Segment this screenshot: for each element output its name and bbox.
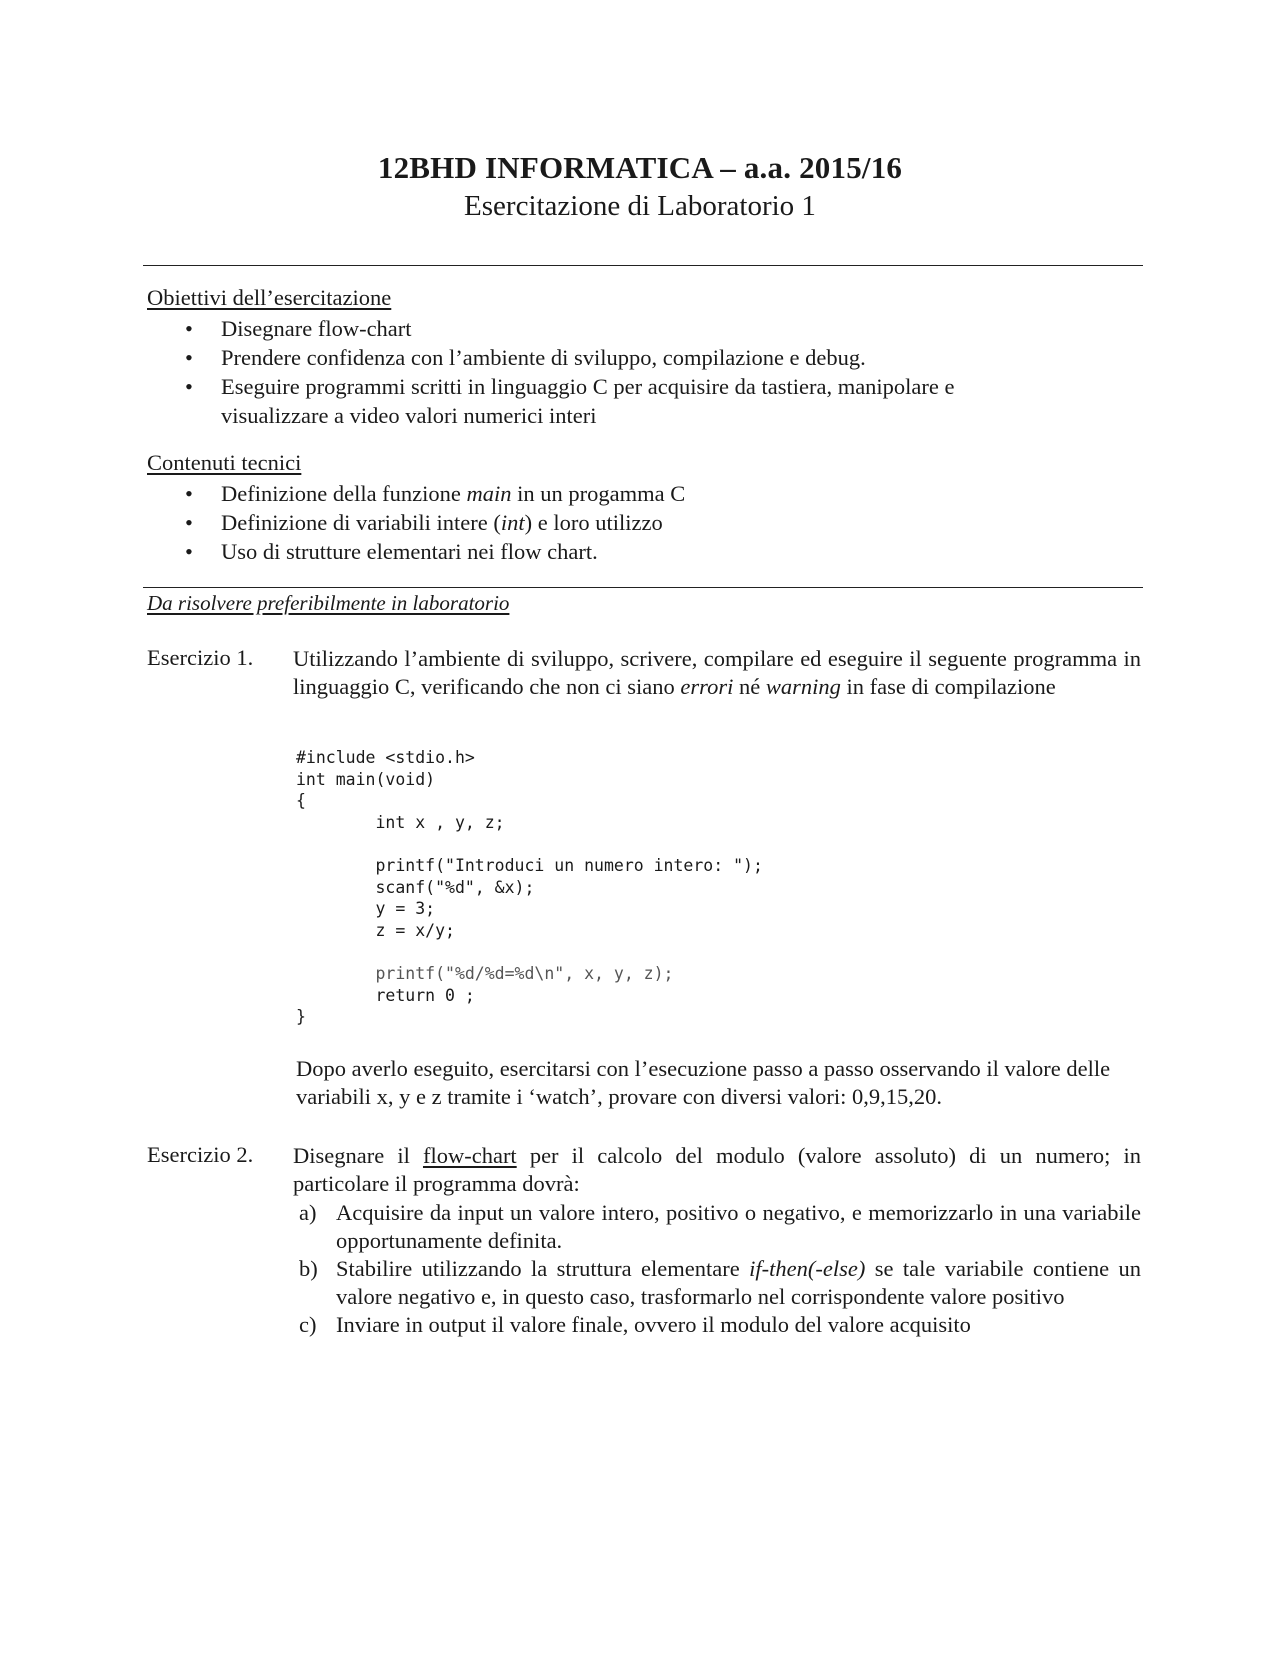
list-item: • Uso di strutture elementari nei flow chart. — [185, 539, 598, 564]
bullet-icon: • — [185, 374, 193, 399]
exercise1-followup: Dopo averlo eseguito, esercitarsi con l’esecuzione passo a passo osservando il valore delle variabili x, y e z tramite i ‘watch’, provare con diversi valori: 0,9,15,20. — [296, 1056, 1111, 1109]
code-line: y = 3; — [296, 899, 436, 919]
list-item: c) Inviare in output il valore finale, ovvero il modulo del valore acquisito — [299, 1312, 971, 1337]
list-item: a) Acquisire da input un valore intero, positivo o negativo, e memorizzarlo in una variabile opportunamente definita. — [299, 1200, 1141, 1253]
bullet-icon: • — [185, 510, 193, 535]
exercise2-steps — [293, 1199, 1141, 1339]
list-item: • Definizione di variabili intere (int) e loro utilizzo — [185, 510, 663, 535]
code-line: printf("%d/%d=%d\n", x, y, z); — [296, 963, 674, 983]
list-item: • Definizione della funzione main in un progamma C — [185, 481, 686, 506]
objectives-list — [147, 314, 1047, 430]
top-divider — [143, 265, 1143, 266]
code-line: int main(void) — [296, 769, 436, 789]
code-line: scanf("%d", &x); — [296, 877, 535, 897]
code-line: int x , y, z; — [296, 812, 505, 832]
contents-heading: Contenuti tecnici — [147, 450, 302, 475]
contents-list — [147, 479, 1047, 566]
exercise1-text: Utilizzando l’ambiente di sviluppo, scrivere, compilare ed eseguire il seguente programma in linguaggio C, verificando che non ci siano errori né warning in fase di compilazione — [293, 646, 1141, 699]
list-item: • Eseguire programmi scritti in linguaggio C per acquisire da tastiera, manipolare e visualizzare a video valori numerici interi — [185, 374, 955, 428]
bullet-icon: • — [185, 345, 193, 370]
list-item: • Prendere confidenza con l’ambiente di sviluppo, compilazione e debug. — [185, 345, 866, 370]
code-block — [296, 747, 763, 1028]
code-line: return 0 ; — [296, 985, 475, 1005]
list-item: b) Stabilire utilizzando la struttura elementare if-then(-else) se tale variabile contiene un valore negativo e, in questo caso, trasformarlo nel corrispondente valore positivo — [299, 1256, 1141, 1309]
bullet-icon: • — [185, 316, 193, 341]
code-line: } — [296, 1007, 306, 1027]
exercise2-label: Esercizio 2. — [147, 1142, 254, 1167]
bullet-icon: • — [185, 539, 193, 564]
page-subtitle: Esercitazione di Laboratorio 1 — [464, 190, 816, 222]
page-title: 12BHD INFORMATICA – a.a. 2015/16 — [377, 150, 903, 185]
code-line: printf("Introduci un numero intero: "); — [296, 855, 763, 875]
code-line: #include <stdio.h> — [296, 748, 475, 767]
list-item: • Disegnare flow-chart — [185, 316, 412, 341]
exercise2-text: Disegnare il flow-chart per il calcolo del modulo (valore assoluto) di un numero; in particolare il programma dovrà: — [293, 1143, 1142, 1196]
section-divider — [143, 587, 1143, 588]
code-line: { — [296, 791, 306, 811]
objectives-heading: Obiettivi dell’esercitazione — [147, 285, 392, 310]
exercise1-label: Esercizio 1. — [147, 645, 254, 670]
bullet-icon: • — [185, 481, 193, 506]
lab-note: Da risolvere preferibilmente in laboratorio — [147, 591, 510, 615]
code-line: z = x/y; — [296, 920, 455, 940]
